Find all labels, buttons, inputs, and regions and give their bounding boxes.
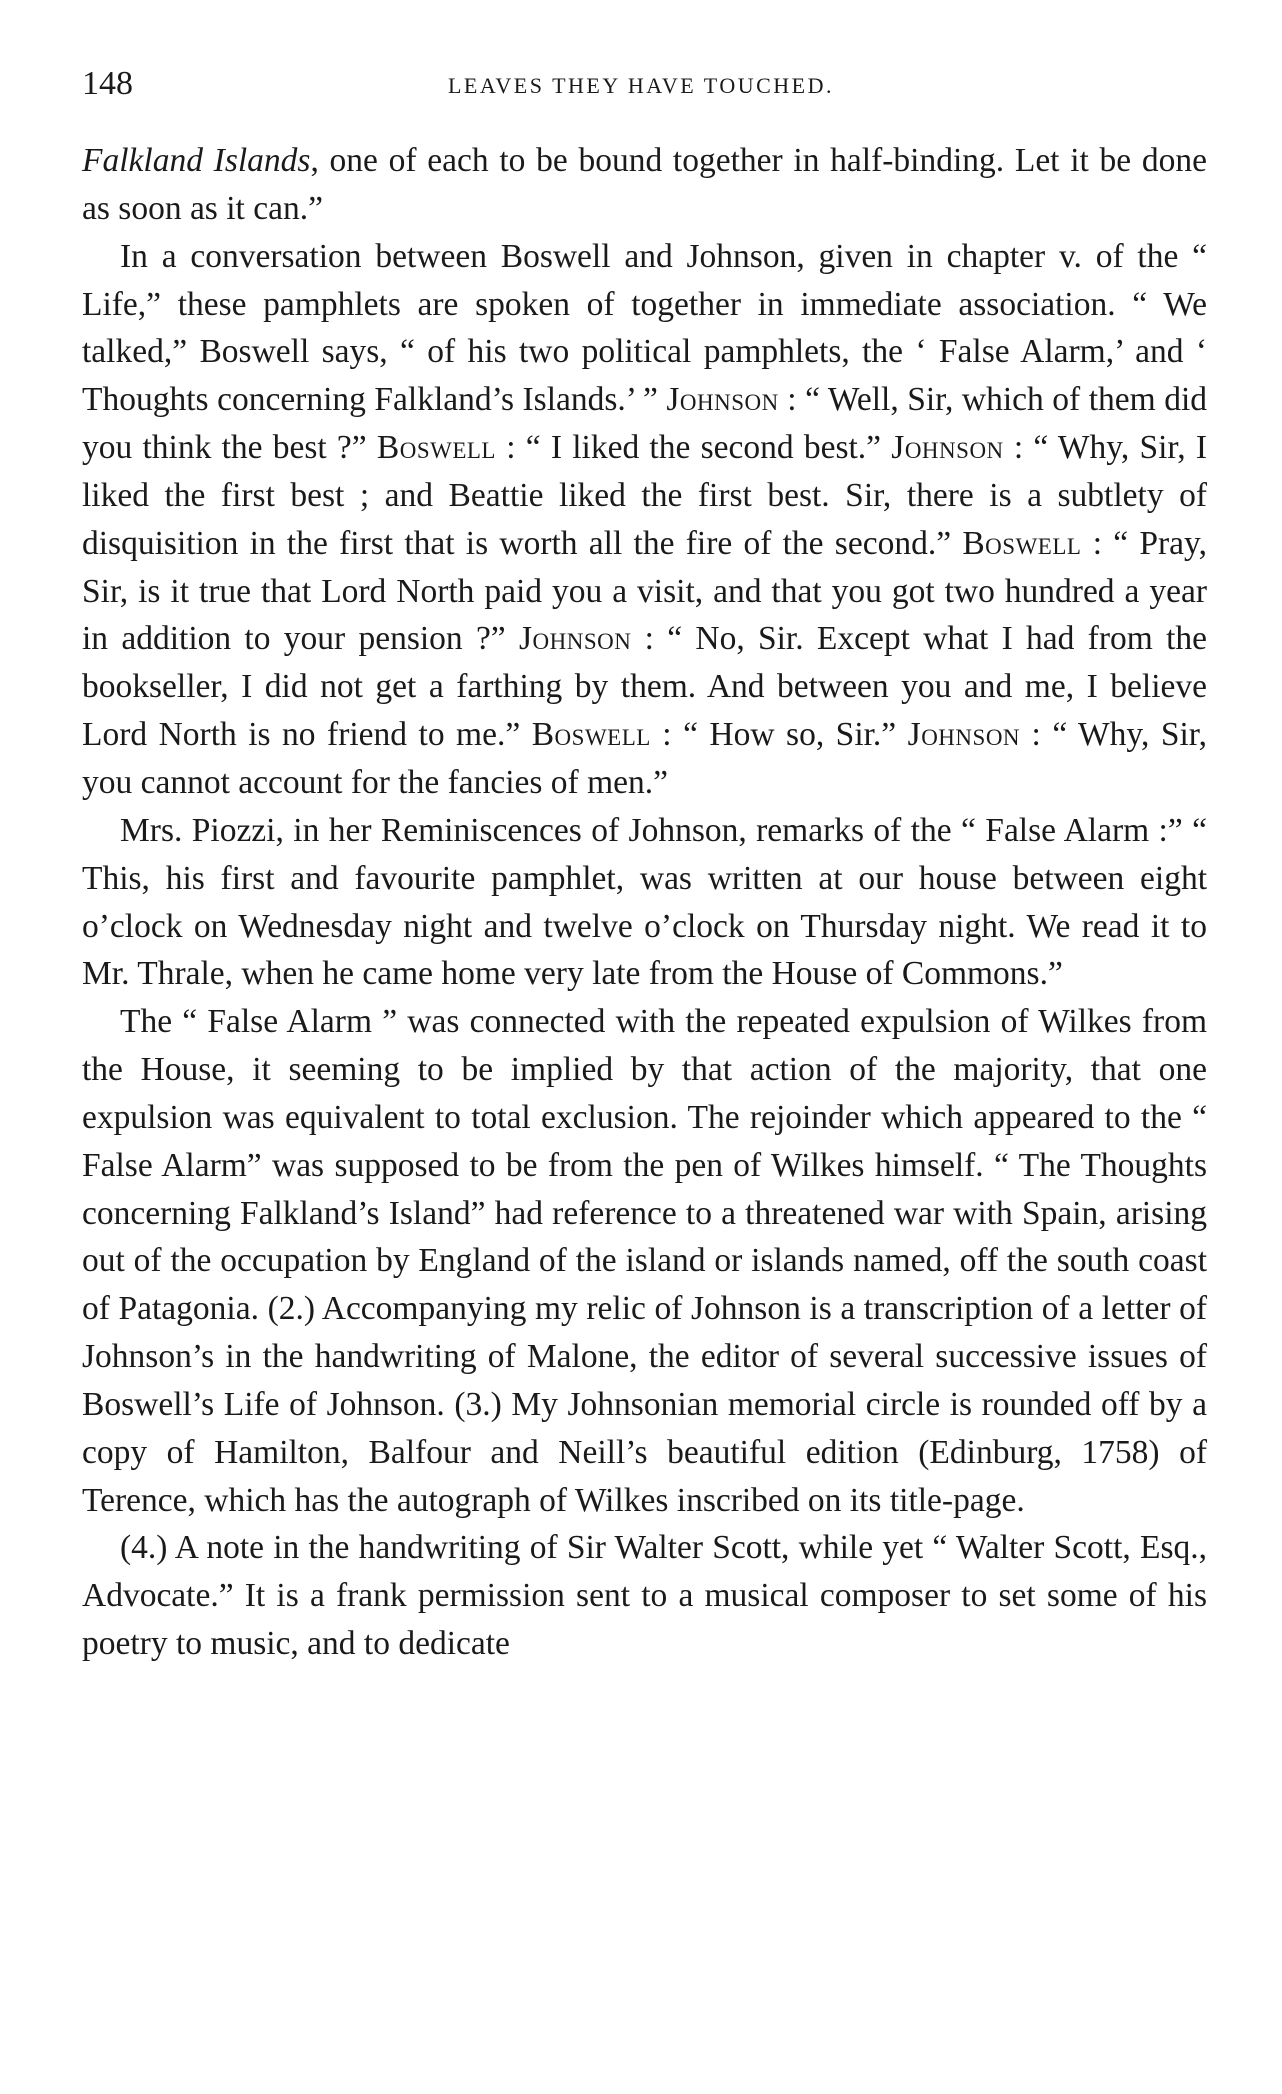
paragraph <box>82 998 1207 1524</box>
speaker-name: Boswell <box>962 524 1082 562</box>
text-run: : “ Pray, Sir, is it true that Lord North paid you a visit, and that you got two hundred a year in addition to your pension ?” <box>82 524 1207 658</box>
paragraph <box>82 233 1207 807</box>
speaker-name: Boswell <box>531 716 651 754</box>
text-run: Mrs. Piozzi, in her Reminiscences of Johnson, remarks of the “ False Alarm :” “ This, his first and favourite pamphlet, was written at our house between eight o’clock on Wednesday night and twelve o’clock on Thursday night. We read it to Mr. Thrale, when he came home very late from the House of Commons.” <box>82 811 1207 993</box>
speaker-name: Boswell <box>376 429 496 467</box>
speaker-name: Johnson <box>907 716 1021 754</box>
speaker-name: Johnson <box>891 429 1004 467</box>
paragraph <box>82 1524 1207 1668</box>
body-text <box>82 137 1207 1668</box>
speaker-name: Johnson <box>518 620 632 658</box>
text-run: : “ Well, Sir, which of them did you think the best ?” <box>82 381 1208 467</box>
text-run: : “ Why, Sir, I liked the first best ; and Beattie liked the first best. Sir, there is a subtlety of disquisition in the first that is worth all the fire of the second.” <box>82 429 1207 562</box>
running-title: LEAVES THEY HAVE TOUCHED. <box>447 73 834 98</box>
text-run: , one of each to be bound together in half-binding. Let it be done as soon as it can.” <box>82 142 1208 227</box>
text-run: : “ How so, Sir.” <box>650 716 908 754</box>
text-run: : “ No, Sir. Except what I had from the bookseller, I did not get a farthing by them. And between you and me, I believe Lord North is no friend to me.” <box>82 620 1208 754</box>
speaker-name: Johnson <box>666 381 779 419</box>
page-number: 148 <box>82 65 133 102</box>
text-run: : “ I liked the second best.” <box>495 429 892 467</box>
running-head <box>82 62 1200 112</box>
text-run: : “ Why, Sir, you cannot account for the fancies of men.” <box>82 716 1207 801</box>
paragraph <box>82 807 1207 998</box>
paragraph <box>82 137 1207 233</box>
italic-text: Falkland Islands <box>82 142 311 179</box>
text-run: (4.) A note in the handwriting of Sir Walter Scott, while yet “ Walter Scott, Esq., Advocate.” It is a frank permission sent to a musical composer to set some of his poetry to music, and to dedicate <box>82 1529 1207 1663</box>
text-run: In a conversation between Boswell and Johnson, given in chapter v. of the “ Life,” these pamphlets are spoken of together in immediate association. “ We talked,” Boswell says, “ of his two political pamphlets, the ‘ False Alarm,’ and ‘ Thoughts concerning Falkland’s Islands.’ ” <box>82 237 1207 419</box>
text-run: The “ False Alarm ” was connected with the repeated expulsion of Wilkes from the House, it seeming to be implied by that action of the majority, that one expulsion was equivalent to total exclusion. The rejoinder which appeared to the “ False Alarm” was supposed to be from the pen of Wilkes himself. “ The Thoughts concerning Falkland’s Island” had reference to a threatened war with Spain, arising out of the occupation by England of the island or islands named, off the south coast of Patagonia. (2.) Accompanying my relic of Johnson is a transcription of a letter of Johnson’s in the handwriting of Malone, the editor of several successive issues of Boswell’s Life of Johnson. (3.) My Johnsonian memorial circle is rounded off by a copy of Hamilton, Balfour and Neill’s beautiful edition (Edinburg, 1758) of Terence, which has the autograph of Wilkes inscribed on its title-page. <box>82 1003 1207 1519</box>
